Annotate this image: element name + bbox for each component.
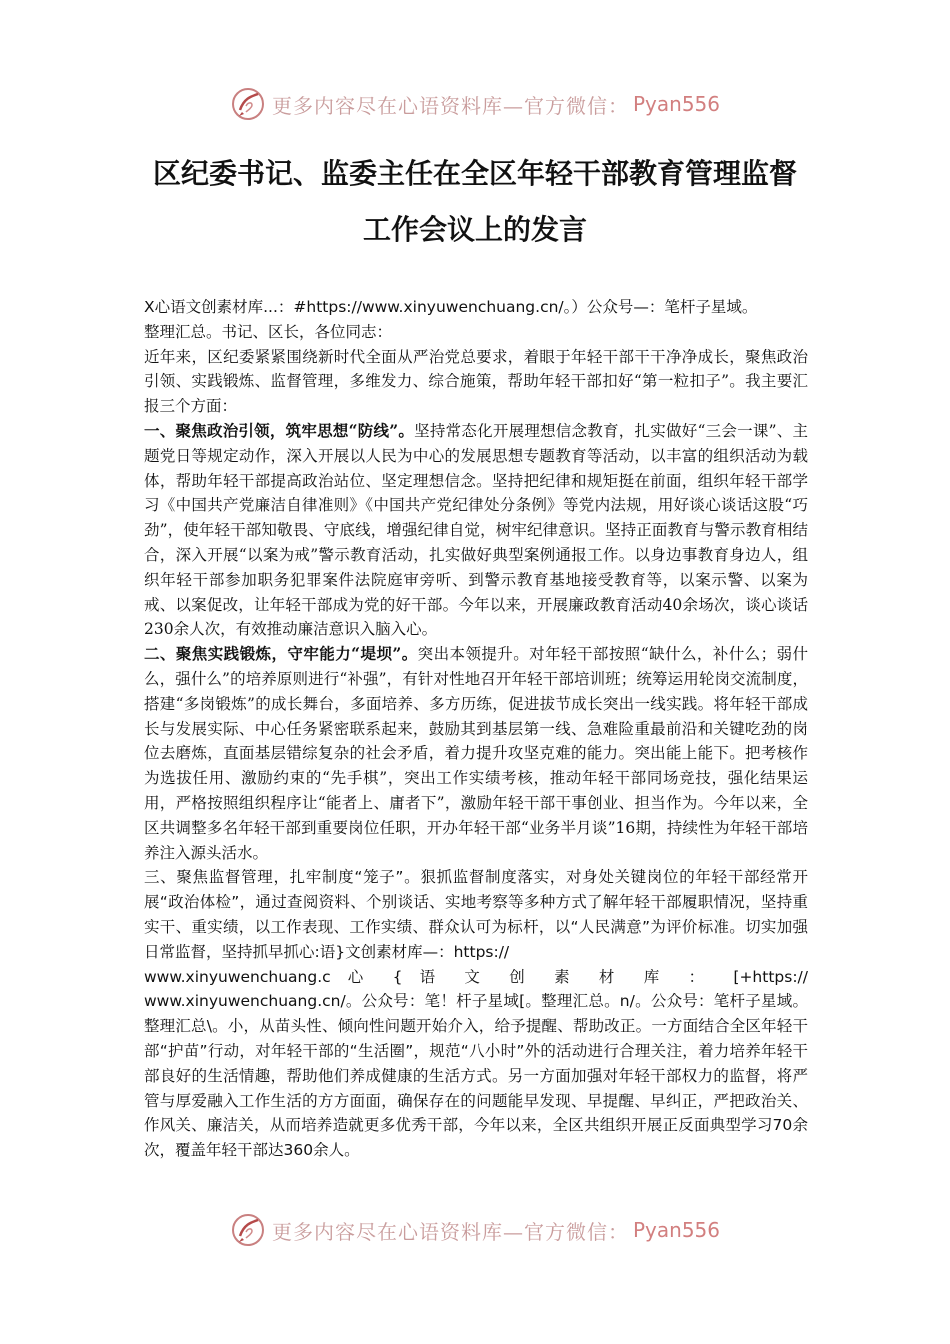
section-2	[144, 642, 808, 865]
intro-paragraph: 近年来，区纪委紧紧围绕新时代全面从严治党总要求，着眼于年轻干部干干净净成长，聚焦政治引领、实践锻炼、监督管理，多维发力、综合施策，帮助年轻干部扣好“第一粒扣子”。我主要汇报三个方面：	[144, 347, 808, 416]
section-3-heading: 三、聚焦监督管理，扎牢制度“笼子”。	[144, 868, 421, 887]
pen-heart-logo-icon	[230, 86, 266, 122]
section-3-text-b: www.xinyuwenchuang.cn/。公众号：笔！杆子星域[。整理汇总。n/。公众号：笔杆子星域。整理汇总\。小，从苗头性、倾向性问题开始介入，给予提醒、帮助改正。一方面结合全区年轻干部“护苗”行动，对年轻干部的“生活圈”，规范“八小时”外的活动进行合理关注，着力培养年轻干部良好的生活情趣，帮助他们养成健康的生活方式。另一方面加强对年轻干部权力的监督，将严管与厚爱融入工作生活的方方面面，确保存在的问题能早发现、早提醒、早纠正，严把政治关、作风关、廉洁关，从而培养造就更多优秀干部，今年以来，全区共组织开展正反面典型学习70余次，覆盖年轻干部达360余人。	[144, 992, 808, 1160]
section-3	[144, 865, 808, 964]
document-body	[144, 295, 808, 1163]
section-1-heading: 一、聚焦政治引领，筑牢思想“防线”。	[144, 420, 415, 440]
section-3-wide-line: www.xinyuwenchuang.c 心 { 语 文 创 素 材 库 ： [+https://	[144, 967, 808, 986]
pen-heart-logo-icon	[230, 1212, 266, 1248]
greeting: 整理汇总。书记、区长，各位同志：	[144, 322, 393, 341]
section-1-text: 坚持常态化开展理想信念教育，扎实做好“三会一课”、主题党日等规定动作，深入开展以人民为中心的发展思想专题教育等活动，以丰富的组织活动为载体，帮助年轻干部提高政治站位、坚定理想信念。坚持把纪律和规矩挺在前面，组织年轻干部学习《中国共产党廉洁自律准则》《中国共产党纪律处分条例》等党内法规，用好谈心谈话这股“巧劲”，使年轻干部知敬畏、守底线，增强纪律自觉，树牢纪律意识。坚持正面教育与警示教育相结合，深入开展“以案为戒”警示教育活动，扎实做好典型案例通报工作。以身边事教育身边人，组织年轻干部参加职务犯罪案件法院庭审旁听、到警示教育基地接受教育等，以案示警、以案为戒、以案促改，让年轻干部成为党的好干部。今年以来，开展廉政教育活动40余场次，谈心谈话230余人次，有效推动廉洁意识入脑入心。	[144, 421, 808, 639]
title-line-2: 工作会议上的发言	[362, 213, 587, 246]
banner-text: 更多内容尽在心语资料库—官方微信：	[271, 93, 629, 118]
banner-wechat-id: Pyan556	[632, 92, 720, 116]
section-2-heading: 二、聚焦实践锻炼，守牢能力“堤坝”。	[144, 644, 418, 664]
header-banner	[0, 84, 950, 124]
section-3-text-a: 狠抓监督制度落实，对身处关键岗位的年轻干部经常开展“政治体检”，通过查阅资料、个别谈话、实地考察等多种方式了解年轻干部履职情况，坚持重实干、重实绩，以工作表现、工作实绩、群众认可为标杆，以“人民满意”为评价标准。切实加强日常监督，坚持抓早抓心:语}文创素材库—：https://	[144, 868, 808, 961]
section-2-text: 突出本领提升。对年轻干部按照“缺什么，补什么；弱什么，强什么”的培养原则进行“补强”，有针对性地召开年轻干部培训班；统筹运用轮岗交流制度，搭建“多岗锻炼”的成长舞台，多面培养、多方历练，促进拔节成长突出一线实践。将年轻干部成长与发展实际、中心任务紧密联系起来，鼓励其到基层第一线、急难险重最前沿和关键吃劲的岗位去磨炼，直面基层错综复杂的社会矛盾，着力提升攻坚克难的能力。突出能上能下。把考核作为选拔任用、激励约束的“先手棋”，突出工作实绩考核，推动年轻干部同场竞技，强化结果运用，严格按照组织程序让“能者上、庸者下”，激励年轻干部干事创业、担当作为。今年以来，全区共调整多名年轻干部到重要岗位任职，开办年轻干部“业务半月谈”16期，持续性为年轻干部培养注入源头活水。	[144, 645, 808, 862]
section-1	[144, 419, 808, 642]
source-line: X心语文创素材库...：#https://www.xinyuwenchuang.cn/。）公众号—：笔杆子星域。	[144, 298, 758, 316]
title-line-1: 区纪委书记、监委主任在全区年轻干部教育管理监督	[152, 157, 797, 190]
document-title	[120, 146, 830, 258]
banner-wechat-id: Pyan556	[632, 1218, 720, 1242]
banner-text: 更多内容尽在心语资料库—官方微信：	[271, 1219, 629, 1244]
footer-banner	[0, 1210, 950, 1250]
